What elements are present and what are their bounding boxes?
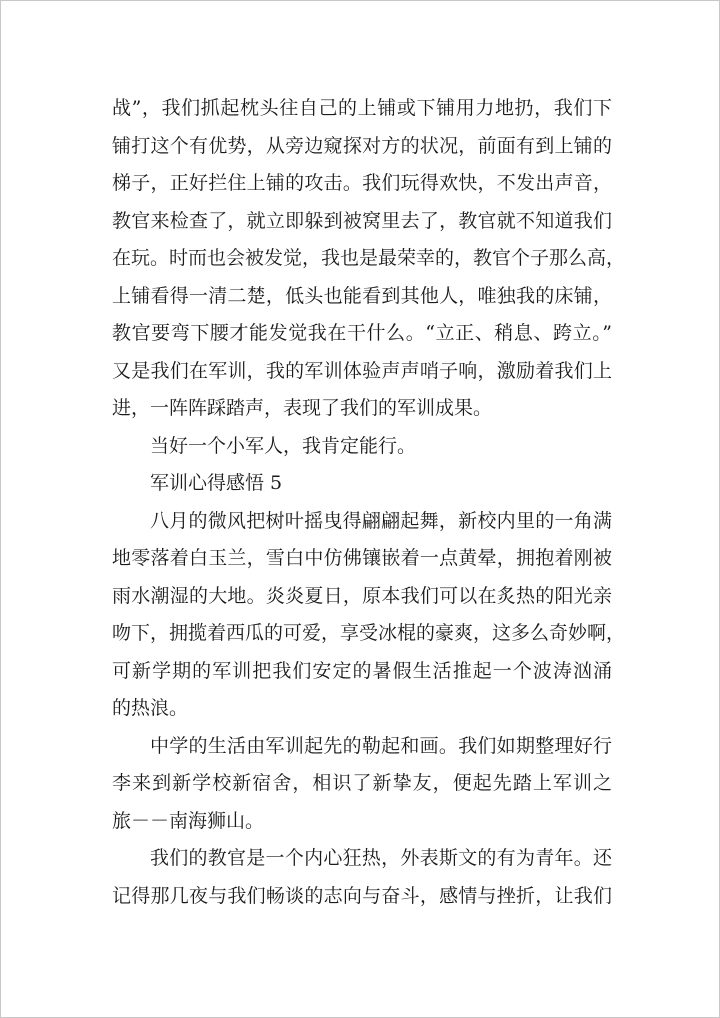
text-line: 李来到新学校新宿舍，相识了新挚友，便起先踏上军训之	[112, 772, 612, 794]
text-line: 地零落着白玉兰，雪白中仿佛镶嵌着一点黄晕，拥抱着刚被	[112, 547, 612, 569]
text-line: 梯子，正好拦住上铺的攻击。我们玩得欢快，不发出声音，	[112, 172, 612, 194]
text-line: 铺打这个有优势，从旁边窥探对方的状况，前面有到上铺的	[112, 134, 612, 157]
body-text	[112, 90, 626, 915]
text-line: 可新学期的军训把我们安定的暑假生活推起一个波涛汹涌	[112, 659, 612, 682]
text-line: 旅－－南海狮山。	[112, 809, 265, 832]
text-line: 在玩。时而也会被发觉，我也是最荣幸的，教官个子那么高，	[112, 247, 626, 269]
text-line: 教官要弯下腰才能发觉我在干什么。“立正、稍息、跨立。”	[112, 322, 612, 344]
text-line: 的热浪。	[112, 697, 189, 719]
text-line: 记得那几夜与我们畅谈的志向与奋斗，感情与挫折，让我们	[112, 884, 612, 907]
text-line: 又是我们在军训，我的军训体验声声哨子响，激励着我们上	[112, 359, 612, 382]
text-line: 战”，我们抓起枕头往自己的上铺或下铺用力地扔，我们下	[112, 97, 612, 119]
text-line: 进，一阵阵踩踏声，表现了我们的军训成果。	[112, 397, 493, 419]
text-line: 八月的微风把树叶摇曳得翩翩起舞，新校内里的一角满	[150, 509, 612, 532]
text-line: 中学的生活由军训起先的勒起和画。我们如期整理好行	[150, 734, 612, 757]
text-line: 教官来检查了，就立即躲到被窝里去了，教官就不知道我们	[112, 209, 612, 232]
text-line: 雨水潮湿的大地。炎炎夏日，原本我们可以在炙热的阳光亲	[112, 584, 612, 607]
text-line: 我们的教官是一个内心狂热，外表斯文的有为青年。还	[150, 847, 612, 869]
text-line: 军训心得感悟 5	[150, 472, 283, 494]
text-line: 上铺看得一清二楚，低头也能看到其他人，唯独我的床铺，	[112, 284, 612, 307]
text-line: 吻下，拥揽着西瓜的可爱，享受冰棍的豪爽，这多么奇妙啊，	[112, 622, 626, 644]
text-line: 当好一个小军人，我肯定能行。	[150, 434, 417, 457]
